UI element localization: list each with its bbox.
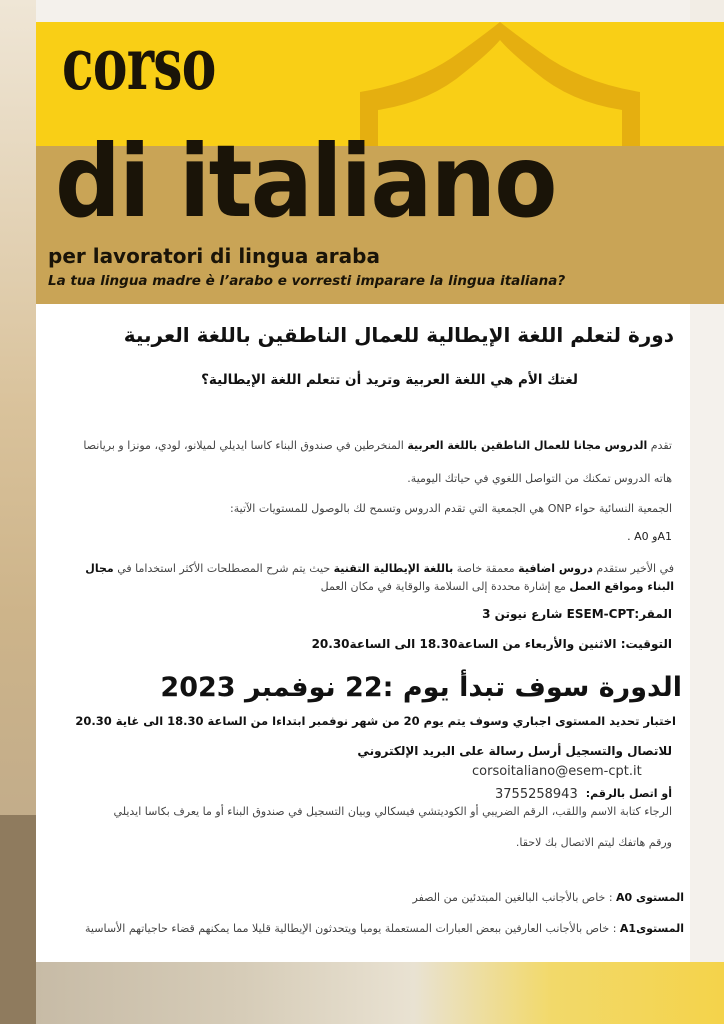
required-info-line-2: ورقم هاتفك ليتم الاتصال بك لاحقا. — [515, 836, 672, 849]
level-a1-desc: : خاص بالأجانب العارفين ببعض العبارات المستعملة يوميا ويتحدثون الإيطالية قليلا مما يمكنهم قضاء حاجياتهم الأساسية — [85, 922, 620, 935]
level-a0-line — [413, 891, 685, 904]
extra-paragraph — [64, 560, 674, 596]
level-a1-label: المستوىA1 — [619, 922, 684, 935]
level-a0-label: المستوى A0 — [616, 891, 684, 904]
schedule-line: التوقيت: الاثنين والأربعاء من الساعة18.30 الى الساعة20.30 — [311, 637, 672, 651]
intro-prefix: تقدم — [647, 439, 672, 452]
subtitle-question: La tua lingua madre è l’arabo e vorresti imparare la lingua italiana? — [48, 273, 566, 289]
subtitle: per lavoratori di lingua araba — [48, 244, 380, 268]
level-a1-line — [85, 922, 684, 935]
contact-heading: للاتصال والتسجيل أرسل رسالة على البريد الإلكتروني — [357, 744, 672, 758]
email-link[interactable]: corsoitaliano@esem-cpt.it — [472, 764, 642, 779]
call-label: أو اتصل بالرقم: — [585, 787, 672, 800]
extra-rest: حيث يتم شرح المصطلحات الأكثر استخداما في — [113, 562, 334, 575]
extra-bold-3: مجال البناء ومواقع العمل — [85, 562, 674, 593]
extra-bold-2: باللغة الإيطالية التقنية — [333, 562, 454, 575]
level-a0-desc: : خاص بالأجانب البالغين المبتدئين من الصفر — [412, 891, 617, 904]
bottom-left-band — [0, 815, 36, 1024]
location-line: المقر:ESEM-CPT شارع نيوتن 3 — [482, 607, 672, 621]
extra-end: مع إشارة محددة إلى السلامة والوقاية في مكان العمل — [320, 580, 570, 593]
onp-line: الجمعية النسائية حواء ONP هي الجمعية التي تقدم الدروس وتسمح لك بالوصول للمستويات الآتية: — [230, 502, 672, 515]
intro-rest: المنخرطين في صندوق البناء كاسا ايديلي لميلانو، لودي، مونزا و بريانصا — [83, 439, 408, 452]
required-info-line: الرجاء كتابة الاسم واللقب، الرقم الضريبي أو الكوديتشي فيسكالي وبيان التسجيل في صندوق البناء أو ما يعرف بكاسا ايديلي — [113, 805, 672, 818]
placement-test-line: اختبار تحديد المستوى اجباري وسوف يتم يوم 20 من شهر نوفمبر ابتداءا من الساعة 18.30 الى غاية 20.30 — [75, 714, 676, 728]
start-date-heading: الدورة سوف تبدأ يوم :22 نوفمبر 2023 — [160, 672, 682, 703]
levels-line: A1و A0 . — [627, 530, 672, 543]
content-panel — [36, 304, 690, 962]
title-corso: corso — [62, 21, 216, 106]
intro-paragraph — [83, 439, 672, 452]
extra-bold-1: دروس اضافية — [518, 562, 593, 575]
phone-number[interactable]: 3755258943 — [495, 787, 578, 802]
bottom-book-image — [36, 962, 724, 1024]
extra-mid: معمقة خاصة — [453, 562, 519, 575]
intro-bold: الدروس مجانا للعمال الناطقين باللغة العربية — [407, 439, 648, 452]
intro-line-2: هاته الدروس تمكنك من التواصل اللغوي في حياتك اليومية. — [407, 472, 672, 485]
arabic-heading: دورة لتعلم اللغة الإيطالية للعمال الناطقين باللغة العربية — [123, 323, 674, 347]
arabic-question: لغتك الأم هي اللغة العربية وتريد أن تتعلم اللغة الإيطالية؟ — [201, 372, 578, 388]
title-di-italiano: di italiano — [55, 123, 556, 240]
extra-prefix: في الأخير ستقدم — [592, 562, 674, 575]
